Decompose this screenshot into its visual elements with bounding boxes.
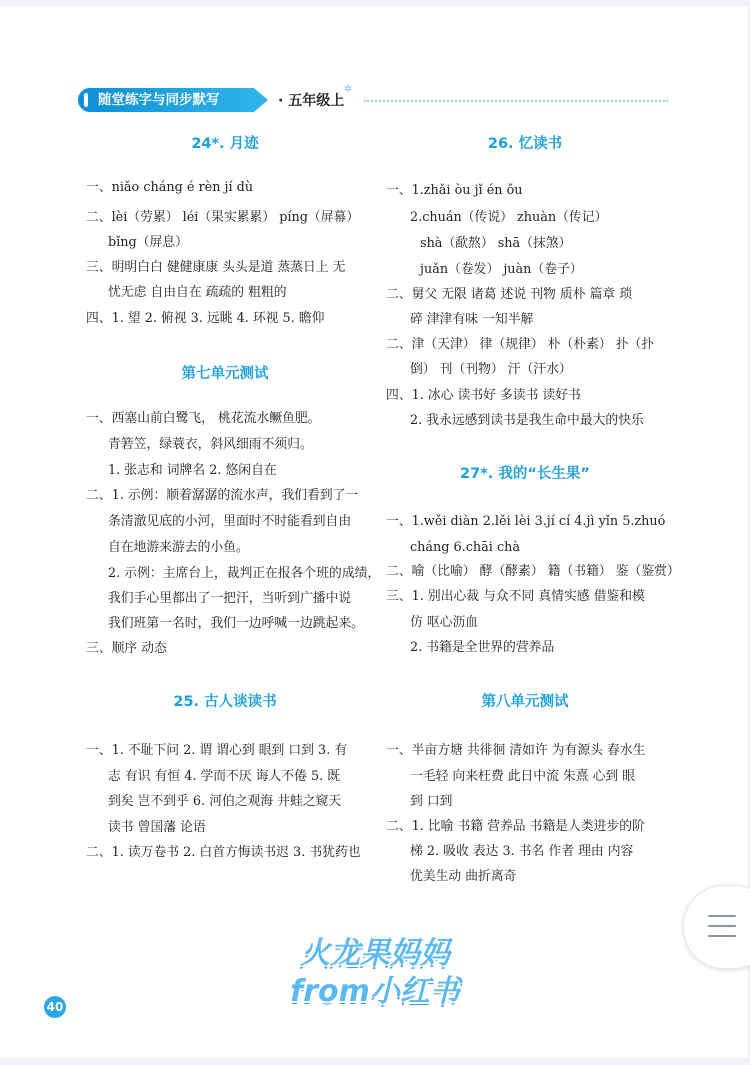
- section-title-27: 27*. 我的“长生果”: [460, 466, 590, 482]
- answer-line: 四、1. 冰心 读书好 多读书 读好书: [386, 388, 581, 403]
- answer-line: 自在地游来游去的小鱼。: [108, 540, 249, 555]
- answer-line: 一毛轻 向来枉费 此日中流 朱熹 心到 眼: [410, 769, 636, 784]
- answer-line: 一、1. 不耻下问 2. 谓 谓心到 眼到 口到 3. 有: [86, 743, 348, 758]
- answer-line: 我们班第一名时，我们一边呼喊一边跳起来。: [108, 616, 364, 631]
- answer-line: 1. 张志和 词牌名 2. 悠闲自在: [108, 463, 277, 478]
- page-header: [78, 84, 668, 114]
- answer-line: 一、西塞山前白鹭飞， 桃花流水鳜鱼肥。: [86, 411, 321, 426]
- answer-line: 二、舅父 无限 诸葛 述说 刊物 质朴 篇章 琐: [386, 287, 633, 302]
- answer-line: 二、1. 比喻 书籍 营养品 书籍是人类进步的阶: [386, 819, 645, 834]
- answer-line: shà（歃熬） shā（抹煞）: [420, 236, 572, 251]
- answer-line: 我们手心里都出了一把汗，当听到广播中说: [108, 591, 352, 606]
- answer-line: 一、1.zhǎi òu jǐ én ǒu: [386, 183, 523, 198]
- answer-line: 2. 书籍是全世界的营养品: [410, 640, 555, 655]
- answer-line: bǐng（屏息）: [108, 235, 188, 250]
- answer-line: 2.chuán（传说） zhuàn（传记）: [410, 210, 608, 225]
- answer-line: 一、半亩方塘 共徘徊 清如许 为有源头 春水生: [386, 743, 646, 758]
- answer-line: 二、lèi（劳累） léi（果实累累） píng（屏幕）: [86, 210, 360, 225]
- answer-line: 一、1.wěi diàn 2.lěi lèi 3.jí cí 4.jì yǐn 5.zhuó: [386, 514, 666, 529]
- answer-line: 三、明明白白 健健康康 头头是道 蒸蒸日上 无: [86, 260, 346, 275]
- section-title-25: 25. 古人谈读书: [173, 694, 277, 710]
- section-title-unit7: 第七单元测试: [181, 366, 269, 382]
- section-title-26: 26. 忆读书: [487, 136, 563, 152]
- hamburger-menu-icon: [708, 925, 736, 927]
- book-title: 随堂练字与同步默写: [98, 92, 220, 108]
- hamburger-menu-icon: [708, 935, 736, 937]
- answer-line: 一、niǎo cháng é rèn jí dù: [86, 180, 254, 195]
- page-number: 40: [44, 996, 66, 1018]
- answer-line: 二、1. 示例：顺着潺潺的流水声，我们看到了一: [86, 488, 359, 503]
- answer-line: 二、1. 读万卷书 2. 白首方悔读书迟 3. 书犹药也: [86, 845, 361, 860]
- answer-line: 青箬笠，绿蓑衣，斜风细雨不须归。: [108, 437, 313, 452]
- header-arrow-icon: [254, 88, 268, 112]
- answer-line: 到 口到: [410, 794, 453, 809]
- answer-line: 四、1. 望 2. 俯视 3. 远眺 4. 环视 5. 瞻仰: [86, 311, 325, 326]
- answer-line: 三、顺序 动态: [86, 641, 167, 656]
- watermark-line2: from小红书: [290, 974, 460, 1009]
- answer-line: 志 有识 有恒 4. 学而不厌 诲人不倦 5. 既: [108, 769, 341, 784]
- grade-label: · 五年级上: [278, 93, 345, 109]
- answer-line: 梯 2. 吸收 表达 3. 书名 作者 理由 内容: [410, 844, 634, 859]
- answer-line: 仿 呕心沥血: [410, 615, 479, 630]
- section-title-24: 24*. 月迹: [191, 136, 259, 152]
- sparkle-icon: ✲: [344, 84, 353, 95]
- answer-line: 读书 曾国藩 论语: [108, 820, 206, 835]
- answer-line: juǎn（卷发） juàn（卷子）: [420, 262, 583, 277]
- answer-line: 二、津（天津） 律（规律） 朴（朴素） 扑（扑: [386, 337, 655, 352]
- answer-line: 到矣 岂不到乎 6. 河伯之观海 井蛙之窥天: [108, 794, 342, 809]
- watermark-line1: 火龙果妈妈: [300, 936, 450, 971]
- answer-line: 倒） 刊（刊物） 汗（汗水）: [410, 362, 572, 377]
- answer-line: 三、1. 别出心裁 与众不同 真情实感 借鉴和模: [386, 589, 645, 604]
- header-dotted-rule: [364, 100, 668, 102]
- answer-line: cháng 6.chāi chà: [410, 540, 520, 555]
- answer-line: 二、喻（比喻） 酵（酵素） 籍（书籍） 鉴（鉴赏）: [386, 564, 680, 579]
- answer-line: 优美生动 曲折离奇: [410, 869, 517, 884]
- section-title-unit8: 第八单元测试: [481, 694, 569, 710]
- answer-line: 2. 示例：主席台上，裁判正在报各个班的成绩，: [108, 566, 381, 581]
- answer-line: 忧无虑 自由自在 疏疏的 粗粗的: [108, 285, 287, 300]
- answer-line: 条清澈见底的小河，里面时不时能看到自由: [108, 514, 352, 529]
- header-title-pill: [78, 88, 254, 112]
- answer-line: 2. 我永远感到读书是我生命中最大的快乐: [410, 413, 644, 428]
- hamburger-menu-icon: [708, 915, 736, 917]
- header-bar-icon: [84, 93, 88, 107]
- answer-line: 碎 津津有味 一知半解: [410, 312, 534, 327]
- document-page: [0, 6, 748, 1058]
